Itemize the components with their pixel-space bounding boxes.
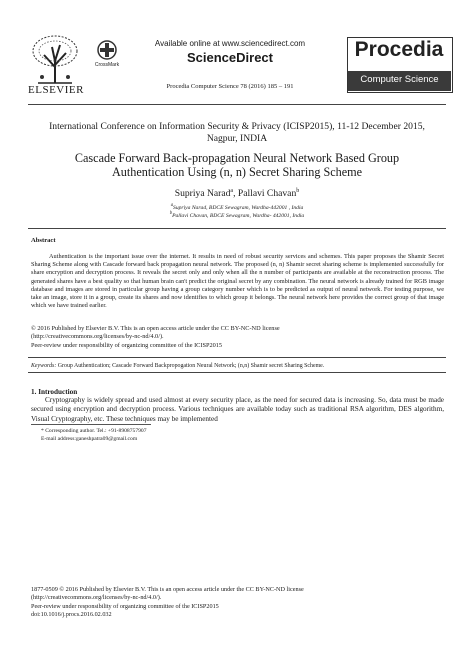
author-name: Pallavi Chavan bbox=[237, 188, 297, 200]
available-online-text: Available online at www.sciencedirect.com bbox=[154, 39, 306, 48]
abstract-top-divider bbox=[28, 228, 446, 229]
author-name: Supriya Narad bbox=[174, 188, 231, 200]
keywords-label: Keywords: bbox=[31, 363, 57, 369]
crossmark-label: CrossMark bbox=[94, 62, 120, 68]
abstract-text: Authentication is the important issue over the internet. It results in need of robust security services and schemes. This paper proposes the Shamir Secret Sharing Scheme along with Cascade forward back propagation neural network. The proposed (n, n) Shamir secret sharing scheme is implemented successfully for share encryption and decryption process. It reveals the secret only and only when all the n number of participants are available at the reconstruction process. The generated shares have a best quality so that human brain can't predict the original secret by any combination. The neural network is already trained for RGB image database and images are stored in particular group having a group category number which is to be predicted as output of neural network. For testing purpose, we take an image, store it in a group, create its shares and now identifies to which group it belongs. The neural network here provides the correct group of that image which we have trained earlier. bbox=[31, 253, 444, 310]
footnote-corresponding: * Corresponding author. Tel.: +91-8908757907 bbox=[41, 428, 147, 434]
abstract-body bbox=[31, 253, 444, 310]
license-link[interactable]: (http://creativecommons.org/licenses/by-nc-nd/4.0/). bbox=[31, 333, 164, 341]
license-line: Peer-review under responsibility of organizing committee of the ICISP2015 bbox=[31, 341, 223, 349]
keywords-bottom-divider bbox=[28, 372, 446, 373]
intro-body bbox=[31, 396, 444, 424]
title-line: Cascade Forward Back-propagation Neural Network Based Group bbox=[74, 151, 400, 165]
conference-info bbox=[40, 121, 434, 144]
crossmark-icon[interactable] bbox=[97, 40, 117, 60]
journal-reference: Procedia Computer Science 78 (2016) 185 – 191 bbox=[166, 83, 294, 90]
bottom-link[interactable]: (http://creativecommons.org/licenses/by-nc-nd/4.0/). bbox=[31, 594, 162, 602]
authors-line bbox=[40, 188, 434, 199]
keywords-text: Group Authentication; Cascade Forward Backpropogation Neural Network; (n,n) Shamir secret Sharing Scheme. bbox=[56, 363, 325, 369]
conference-line: International Conference on Information Security & Privacy (ICISP2015), 11-12 December 2015, bbox=[49, 121, 425, 132]
affiliation-text: Pallavi Chavan, BDCE Sewagram, Wardha- 442001, India bbox=[172, 212, 305, 219]
author-separator: , bbox=[233, 188, 238, 200]
keywords-top-divider bbox=[28, 357, 446, 358]
bottom-line: 1877-0509 © 2016 Published by Elsevier B.V. This is an open access article under the CC BY-NC-ND license bbox=[31, 586, 304, 593]
affiliation-mark: a bbox=[170, 203, 174, 208]
affiliation-mark: b bbox=[296, 188, 300, 194]
affiliation-text: Supriya Narad, BDCE Sewagram, Wardha-442001 , India bbox=[173, 204, 304, 211]
affiliation-b bbox=[40, 211, 434, 219]
elsevier-tree-logo bbox=[30, 33, 80, 91]
paper-title bbox=[40, 152, 434, 179]
procedia-logo-subtitle: Computer Science bbox=[360, 74, 439, 85]
license-line: © 2016 Published by Elsevier B.V. This is an open access article under the CC BY-NC-ND license bbox=[31, 325, 280, 332]
publisher-name: ELSEVIER bbox=[28, 84, 84, 96]
section-heading-introduction: 1. Introduction bbox=[31, 388, 78, 396]
intro-text: Cryptography is widely spread and used almost at every security place, as the need for secured data is increasing. So, data must be made secured using encryption and decryption process. Various techniques are available today such as traditional RSA algorithm, DES algorithm, Visual Cryptography, etc. These techniques may be implemented bbox=[31, 396, 444, 423]
title-line: Authentication Using (n, n) Secret Sharing Scheme bbox=[111, 164, 363, 179]
conference-line: Nagpur, INDIA bbox=[206, 132, 268, 144]
sciencedirect-logo-text: ScienceDirect bbox=[187, 50, 273, 65]
affiliation-mark: b bbox=[169, 211, 173, 216]
license-block bbox=[31, 325, 444, 350]
affiliation-a bbox=[40, 203, 434, 211]
bottom-line: Peer-review under responsibility of organizing committee of the ICISP2015 bbox=[31, 602, 219, 610]
footnote-email: E-mail address:ganeshpatra09@gmail.com bbox=[41, 436, 138, 442]
abstract-heading: Abstract bbox=[31, 237, 56, 244]
footnote-divider bbox=[31, 424, 151, 425]
procedia-logo-title: Procedia bbox=[354, 38, 444, 61]
bottom-license-block bbox=[31, 586, 444, 619]
doi[interactable]: doi:10.1016/j.procs.2016.02.032 bbox=[31, 610, 112, 618]
keywords-line bbox=[31, 363, 444, 369]
affiliation-mark: a bbox=[230, 188, 234, 194]
header-divider bbox=[28, 104, 446, 105]
